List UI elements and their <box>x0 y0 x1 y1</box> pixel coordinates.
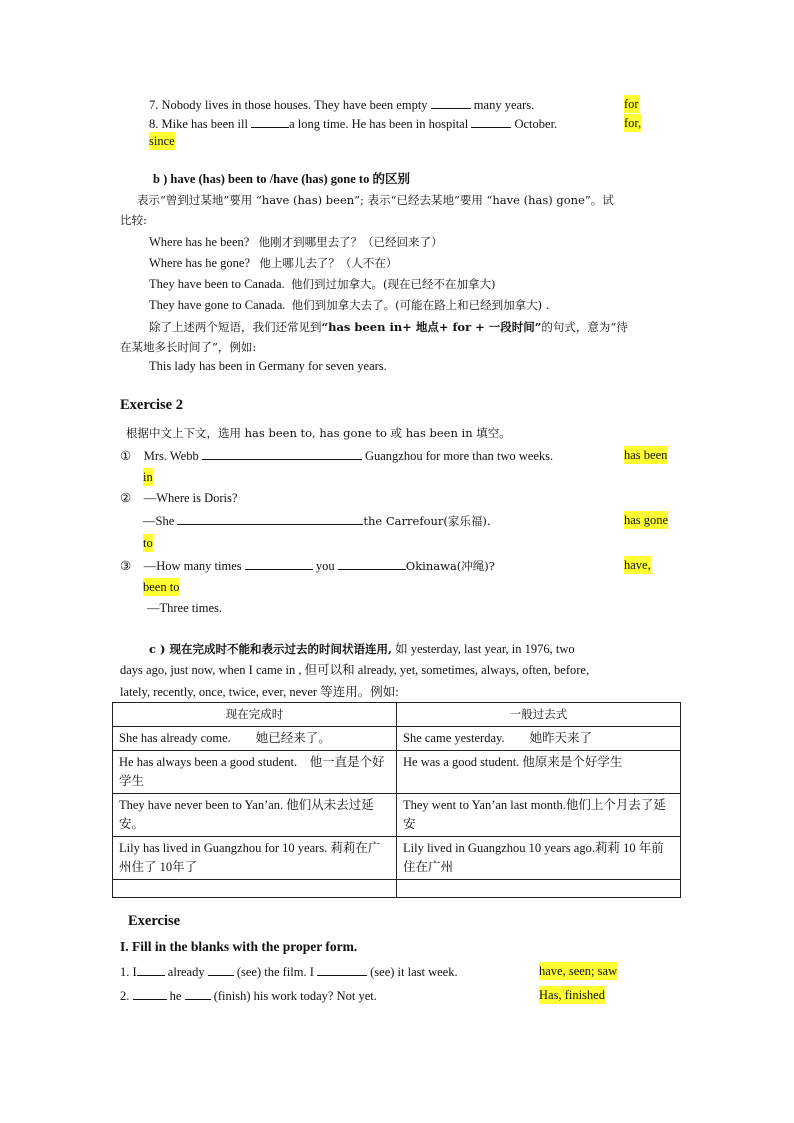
table-cell: They went to Yan’an last month.他们上个月去了延安 <box>397 794 681 837</box>
q8-text: Mike has been ill <box>161 117 248 131</box>
section-b-note-2: 在某地多长时间了”，例如: <box>120 340 257 354</box>
ex2-item-1-text-end: Guangzhou for more than two weeks. <box>364 449 554 463</box>
table-row <box>113 751 681 794</box>
section-b-heading: b ) have (has) been to /have (has) gone to 的区别 <box>153 172 410 186</box>
table-row <box>113 837 681 880</box>
q8-blank-1[interactable] <box>251 114 289 128</box>
ex2-item-3-answer-2: been to <box>143 580 180 594</box>
final-q2-text-3: (finish) his work today? Not yet. <box>213 989 377 1003</box>
section-b-intro-1: 表示“曾到过某地”要用 “have (has) been”; 表示“已经去某地”要用 “have (has) gone”。试 <box>137 193 614 207</box>
q7-text: Nobody lives in those houses. They have been empty <box>161 98 428 112</box>
section-b-note-1 <box>149 318 628 336</box>
example-4 <box>149 296 549 314</box>
example-2-cn: 他上哪儿去了？（人不在） <box>259 256 398 270</box>
final-q1-answer: have, seen; saw <box>539 964 618 978</box>
final-q1-blank-2[interactable] <box>208 962 234 976</box>
q8-answer-2: since <box>149 134 175 148</box>
ex2-item-3-answer-1: have, <box>624 558 651 572</box>
q8-text-mid: a long time. He has been in hospital <box>289 117 469 131</box>
final-q2-answer: Has, finished <box>539 988 605 1002</box>
ex2-item-2-answer-1: has gone <box>624 513 669 527</box>
final-q1-text-4: (see) it last week. <box>370 965 458 979</box>
ex2-item-3-text: —How many times <box>143 559 242 573</box>
ex2-item-2-text-end: the Carrefour(家乐福). <box>363 514 491 528</box>
table-row <box>113 727 681 751</box>
table-cell: He was a good student. 他原来是个好学生 <box>397 751 681 794</box>
exercise-2-title: Exercise 2 <box>120 397 183 413</box>
example-3-en: They have been to Canada. <box>149 277 285 291</box>
ex2-item-1-text: Mrs. Webb <box>143 449 199 463</box>
fill-blanks-title: I. Fill in the blanks with the proper form. <box>120 939 358 954</box>
q7-line <box>149 95 534 114</box>
ex2-item-2-answer-2: to <box>143 536 153 550</box>
example-1-en: Where has he been? <box>149 235 250 249</box>
q7-number: 7. <box>149 98 159 112</box>
section-c-line-1-rest: 如 yesterday, last year, in 1976, two <box>395 642 575 656</box>
table-cell <box>113 880 397 898</box>
example-4-cn: 他们到加拿大去了。(可能在路上和已经到加拿大) . <box>291 298 550 312</box>
table-cell: They have never been to Yan’an. 他们从未去过延安。 <box>113 794 397 837</box>
final-q1-text-1: I <box>132 965 137 979</box>
ex2-item-2-text: —She <box>143 514 175 528</box>
ex2-item-2-answer-line <box>143 511 491 530</box>
final-q2-number: 2. <box>120 989 130 1003</box>
final-q2-blank-2[interactable] <box>185 986 211 1000</box>
table-cell: She has already come. 她已经来了。 <box>113 727 397 751</box>
table-header-present-perfect: 现在完成时 <box>113 703 397 727</box>
table-header-simple-past: 一般过去式 <box>397 703 681 727</box>
ex2-item-1-answer-1: has been <box>624 448 668 462</box>
q8-text-end: October. <box>514 117 558 131</box>
ex2-item-3-text-mid: you <box>315 559 335 573</box>
section-c-line-2: days ago, just now, when I came in , 但可以和 already, yet, sometimes, always, often, before, <box>120 663 590 677</box>
ex2-item-3 <box>120 556 495 575</box>
example-1-cn: 他刚才到哪里去了？（已经回来了） <box>258 235 443 249</box>
ex2-item-1-blank[interactable] <box>202 446 362 460</box>
section-c-heading: c ) 现在完成时不能和表示过去的时间状语连用, <box>149 642 392 656</box>
note-part-a: 除了上述两个短语，我们还常见到 <box>149 320 322 334</box>
final-q2 <box>120 986 377 1005</box>
ex2-item-2-marker: ② <box>120 491 132 505</box>
ex2-item-3-blank-1[interactable] <box>245 556 313 570</box>
final-q2-blank-1[interactable] <box>133 986 167 1000</box>
section-c-line-1 <box>149 640 575 658</box>
final-q1-number: 1. <box>120 965 130 979</box>
note-part-c: 的句式，意为“待 <box>541 320 628 334</box>
ex2-item-3-marker: ③ <box>120 559 132 573</box>
example-3 <box>149 275 495 293</box>
ex2-item-2-question: —Where is Doris? <box>143 491 238 505</box>
example-2-en: Where has he gone? <box>149 256 250 270</box>
section-c-line-3: lately, recently, once, twice, ever, never 等连用。例如: <box>120 685 399 699</box>
section-b-final-example: This lady has been in Germany for seven years. <box>149 359 387 373</box>
table-row <box>113 794 681 837</box>
example-3-cn: 他们到过加拿大。(现在已经不在加拿大) <box>290 277 496 291</box>
ex2-item-2-blank[interactable] <box>177 511 363 525</box>
note-part-b: “has been in+ 地点+ for + 一段时间” <box>321 320 542 334</box>
final-q1 <box>120 962 458 981</box>
q8-blank-2[interactable] <box>471 114 511 128</box>
example-2 <box>149 254 397 272</box>
q8-number: 8. <box>149 117 159 131</box>
q8-line <box>149 114 557 133</box>
q7-text-end: many years. <box>473 98 535 112</box>
table-cell: He has always been a good student. 他一直是个好学生 <box>113 751 397 794</box>
table-cell: Lily lived in Guangzhou 10 years ago.莉莉 10 年前住在广州 <box>397 837 681 880</box>
final-q1-text-3: (see) the film. I <box>236 965 314 979</box>
table-cell: Lily has lived in Guangzhou for 10 years. 莉莉在广州住了 10年了 <box>113 837 397 880</box>
ex2-item-1 <box>120 446 553 465</box>
ex2-item-1-marker: ① <box>120 449 132 463</box>
q7-blank[interactable] <box>431 95 471 109</box>
ex2-item-3-reply: —Three times. <box>147 601 222 615</box>
comparison-table <box>112 702 681 898</box>
q8-answer-1: for, <box>624 116 642 130</box>
table-header-row <box>113 703 681 727</box>
q7-answer: for <box>624 97 639 111</box>
ex2-item-2 <box>120 489 237 507</box>
final-q1-blank-3[interactable] <box>317 962 367 976</box>
final-q1-blank-1[interactable] <box>137 962 165 976</box>
table-cell <box>397 880 681 898</box>
section-b-intro-2: 比较: <box>120 213 147 227</box>
example-4-en: They have gone to Canada. <box>149 298 286 312</box>
ex2-item-3-blank-2[interactable] <box>338 556 406 570</box>
final-q2-text-2: he <box>169 989 182 1003</box>
exercise-title: Exercise <box>128 913 181 929</box>
example-1 <box>149 233 443 251</box>
exercise-2-instruction: 根据中文上下文，选用 has been to, has gone to 或 has been in 填空。 <box>126 426 511 440</box>
ex2-item-1-answer-2: in <box>143 470 153 484</box>
final-q1-text-2: already <box>167 965 205 979</box>
table-cell: She came yesterday. 她昨天来了 <box>397 727 681 751</box>
table-row-empty <box>113 880 681 898</box>
ex2-item-3-text-end: Okinawa(冲绳)? <box>405 559 495 573</box>
